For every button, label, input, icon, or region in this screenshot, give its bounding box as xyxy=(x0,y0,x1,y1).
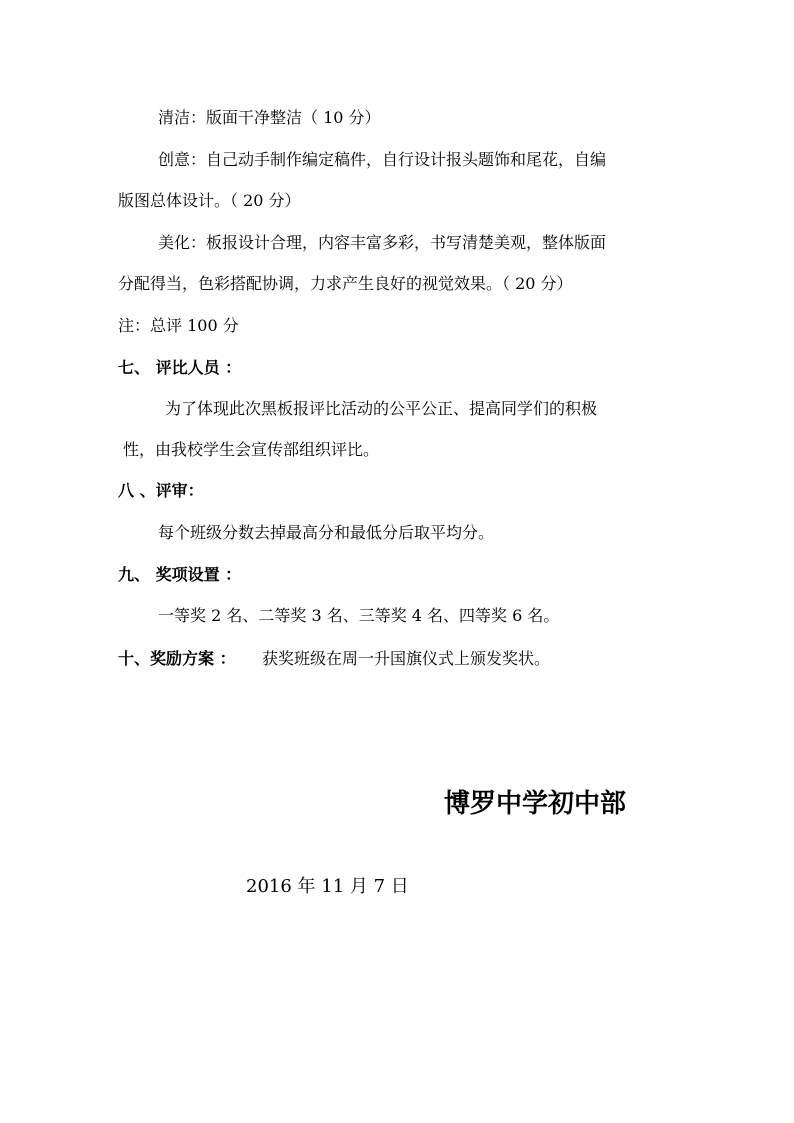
section-10-body: 获奖班级在周一升国旗仪式上颁发奖状。 xyxy=(262,649,551,668)
criterion-clean: 清洁：版面干净整洁（ 10 分） xyxy=(158,108,381,127)
criterion-beauty-line-1: 美化：板报设计合理，内容丰富多彩，书写清楚美观，整体版面 xyxy=(158,233,607,252)
criterion-creative-line-1: 创意：自己动手制作编定稿件，自行设计报头题饰和尾花，自编 xyxy=(158,150,607,169)
document-date: 2016 年 11 月 7 日 xyxy=(246,876,409,897)
section-9-heading: 九、 奖项设置 ： xyxy=(118,565,242,584)
section-10-heading: 十、奖励方案 ： xyxy=(118,649,236,668)
section-9-body: 一等奖 2 名、二等奖 3 名、三等奖 4 名、四等奖 6 名。 xyxy=(158,606,560,625)
section-8-body: 每个班级分数去掉最高分和最低分后取平均分。 xyxy=(158,523,495,542)
section-7-body-line-1: 为了体现此次黑板报评比活动的公平公正、提高同学们的积极 xyxy=(165,399,598,418)
section-8-heading: 八 、评审： xyxy=(118,481,204,500)
organization-signature: 博罗中学初中部 xyxy=(444,789,627,819)
criterion-creative-line-2: 版图总体设计。（ 20 分） xyxy=(118,191,301,210)
section-7-body-line-2: 性，由我校学生会宣传部组织评比。 xyxy=(123,440,380,459)
section-7-heading: 七、 评比人员 ： xyxy=(118,358,242,377)
criterion-beauty-line-2: 分配得当，色彩搭配协调，力求产生良好的视觉效果。（ 20 分） xyxy=(118,274,573,293)
total-score-note: 注：总评 100 分 xyxy=(118,316,239,335)
